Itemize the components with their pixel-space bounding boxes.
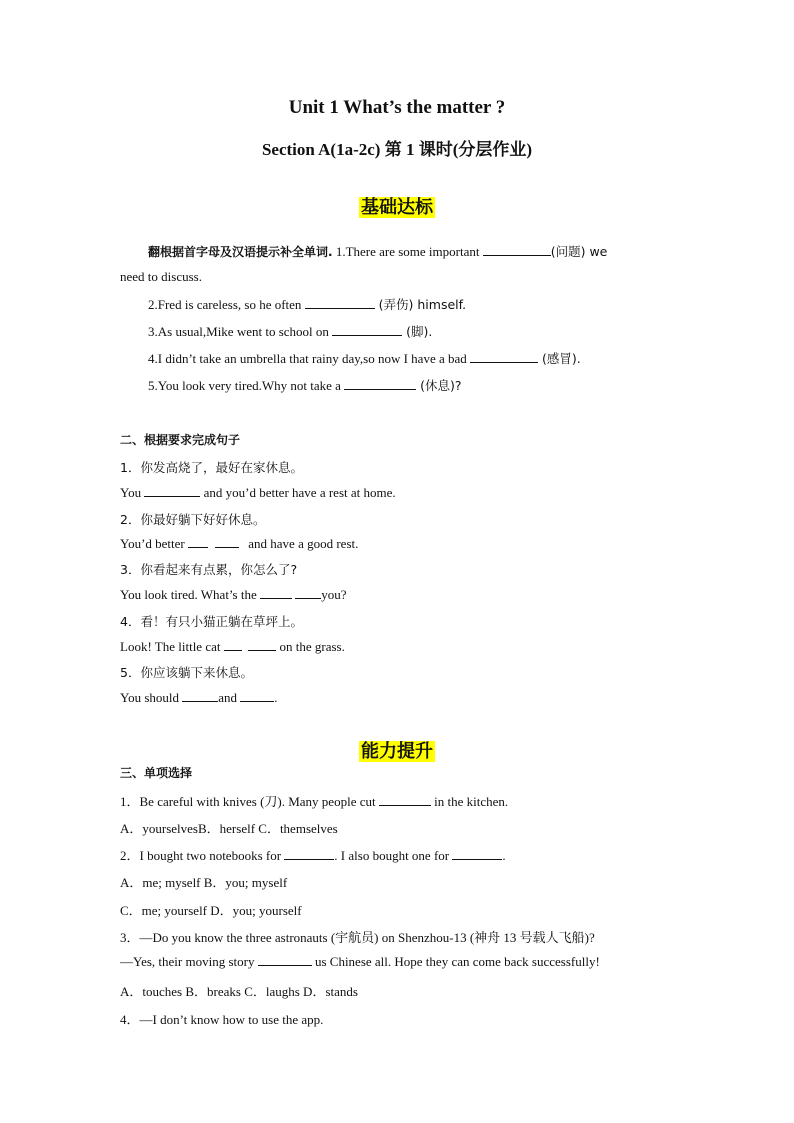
part1-q4-hint: (感冒). xyxy=(538,351,581,366)
sentence-text: and have a good rest. xyxy=(245,536,359,551)
part2-s4-en xyxy=(120,639,345,655)
answer-blank[interactable] xyxy=(258,954,312,966)
part1-q1-hint: (问题) we xyxy=(550,244,608,259)
answer-blank[interactable] xyxy=(188,536,208,548)
part2-s2-en xyxy=(120,536,358,552)
part3-q3-line1: 3．—Do you know the three astronauts (宇航员) on Shenzhou-13 (神舟 13 号载人飞船)? xyxy=(120,930,595,945)
part1-q3-hint: (脚). xyxy=(402,324,433,339)
sentence-text: and you’d better have a rest at home. xyxy=(200,485,396,500)
answer-blank[interactable] xyxy=(224,639,242,651)
sentence-text: on the grass. xyxy=(276,639,345,654)
sentence-text: You look tired. What’s the xyxy=(120,587,260,602)
part1-q1-cont: need to discuss. xyxy=(120,269,202,284)
section-basic-banner xyxy=(0,193,794,219)
sentence-text: You should xyxy=(120,690,183,705)
part2-s3-en xyxy=(120,587,347,603)
sentence-text: Look! The little cat xyxy=(120,639,224,654)
part2-s1-cn: 1．你发高烧了，最好在家休息。 xyxy=(120,460,303,475)
part3-heading: 三、单项选择 xyxy=(120,766,193,780)
part2-s1-en xyxy=(120,485,396,501)
part3-q2 xyxy=(120,845,506,864)
answer-blank[interactable] xyxy=(344,378,416,390)
part3-q4-line1: 4．—I don’t know how to use the app. xyxy=(120,1012,324,1027)
answer-blank[interactable] xyxy=(144,485,200,497)
section-advanced-label: 能力提升 xyxy=(361,741,433,762)
part1-q5-hint: (休息)? xyxy=(416,378,462,393)
answer-blank[interactable] xyxy=(470,351,538,363)
answer-blank[interactable] xyxy=(332,324,402,336)
part1-q2-line xyxy=(148,295,466,313)
answer-blank[interactable] xyxy=(483,244,551,256)
sentence-text: and xyxy=(218,690,241,705)
part2-s4-cn: 4．看！有只小猫正躺在草坪上。 xyxy=(120,614,303,629)
question-text: 2．I bought two notebooks for xyxy=(120,848,285,863)
answer-blank[interactable] xyxy=(305,297,375,309)
part1-q4-line xyxy=(148,349,581,367)
part3-q2-options-2[interactable]: C．me; yourself D．you; yourself xyxy=(120,903,302,918)
answer-blank[interactable] xyxy=(240,690,274,702)
part1-instruction: 翻根据首字母及汉语提示补全单词. xyxy=(148,245,333,259)
part1-q5-line xyxy=(148,376,462,394)
section-advanced-banner xyxy=(0,737,794,763)
part2-s5-en xyxy=(120,690,278,706)
part1-q2-text: 2.Fred is careless, so he often xyxy=(148,297,305,312)
answer-blank[interactable] xyxy=(248,639,276,651)
section-basic-label: 基础达标 xyxy=(361,197,433,218)
part3-q2-options-1[interactable]: A．me; myself B．you; myself xyxy=(120,875,288,890)
part1-q4-text: 4.I didn’t take an umbrella that rainy day,so now I have a bad xyxy=(148,351,471,366)
part3-q1 xyxy=(120,791,508,810)
question-text: 1．Be careful with knives (刀). Many people cut xyxy=(120,794,379,809)
part1-q1-line xyxy=(148,242,607,260)
answer-blank[interactable] xyxy=(452,848,502,860)
page-subtitle: Section A(1a-2c) 第 1 课时(分层作业) xyxy=(261,140,533,159)
answer-blank[interactable] xyxy=(215,536,239,548)
part2-s5-cn: 5．你应该躺下来休息。 xyxy=(120,665,253,680)
part1-q2-hint: (弄伤) himself. xyxy=(374,297,467,312)
question-text: —Yes, their moving story xyxy=(120,954,258,969)
question-text: . xyxy=(502,848,506,863)
sentence-text: You xyxy=(120,485,145,500)
part2-heading: 二、根据要求完成句子 xyxy=(120,433,241,447)
question-text: us Chinese all. Hope they can come back successfully! xyxy=(311,954,600,969)
sentence-text: you? xyxy=(321,587,347,602)
part2-s3-cn: 3．你看起来有点累，你怎么了? xyxy=(120,562,298,577)
question-text: . I also bought one for xyxy=(334,848,453,863)
answer-blank[interactable] xyxy=(284,848,334,860)
sentence-text: . xyxy=(274,690,278,705)
part1-q3-line xyxy=(148,322,432,340)
answer-blank[interactable] xyxy=(295,587,321,599)
answer-blank[interactable] xyxy=(182,690,218,702)
part3-q1-options[interactable]: A．yourselvesB．herself C．themselves xyxy=(120,821,338,836)
page-title: Unit 1 What’s the matter ? xyxy=(288,97,506,118)
part3-q3-line2 xyxy=(120,954,600,970)
sentence-text: You’d better xyxy=(120,536,189,551)
answer-blank[interactable] xyxy=(260,587,292,599)
part1-q3-text: 3.As usual,Mike went to school on xyxy=(148,324,333,339)
part2-s2-cn: 2．你最好躺下好好休息。 xyxy=(120,512,266,527)
answer-blank[interactable] xyxy=(379,794,431,806)
part3-q3-options[interactable]: A．touches B．breaks C．laughs D．stands xyxy=(120,984,358,999)
part1-q5-text: 5.You look very tired.Why not take a xyxy=(148,378,345,393)
question-text: in the kitchen. xyxy=(430,794,509,809)
part1-q1-text: 1.There are some important xyxy=(335,244,483,259)
